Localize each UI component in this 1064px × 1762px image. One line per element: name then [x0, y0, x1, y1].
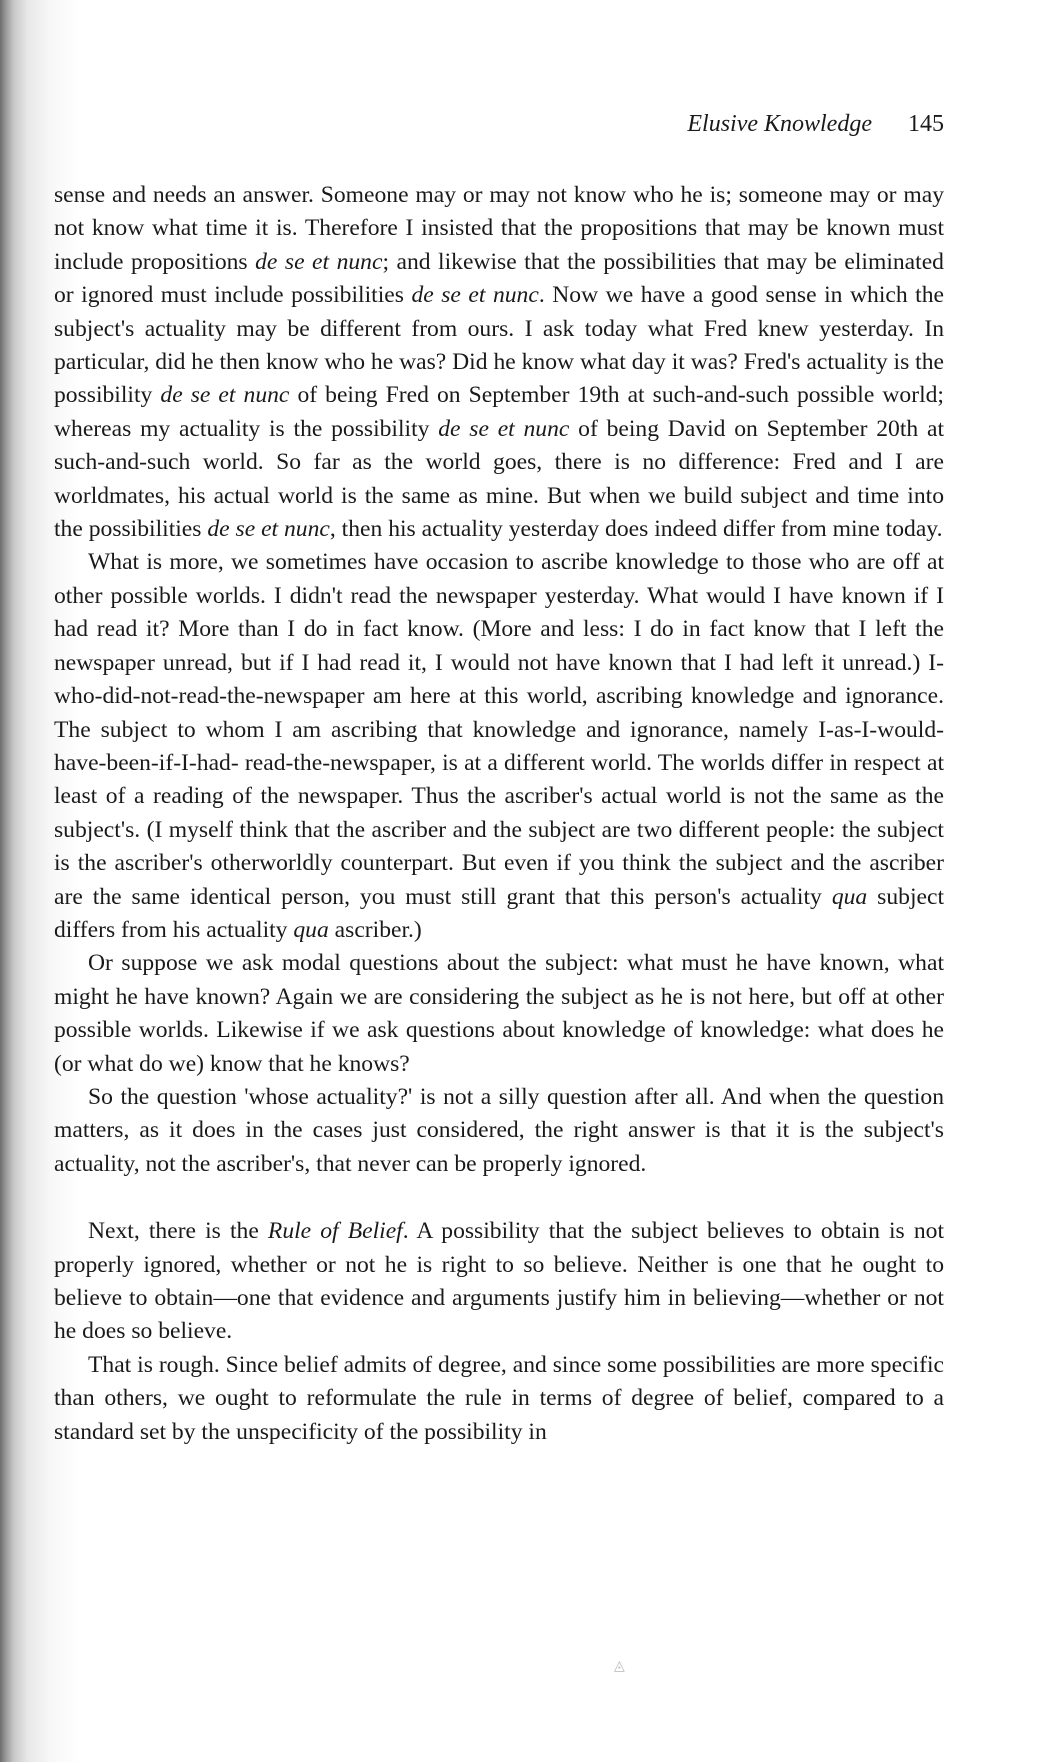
paragraph — [54, 1081, 944, 1181]
text-run: So the question 'whose actuality?' is not a silly question after all. And when the question matters, as it does in the cases just considered, the right answer is that it is the subject's actuality, not the ascriber's, that never can be properly ignored. — [54, 1083, 944, 1177]
page-blemish-mark: ◬ — [614, 1659, 625, 1674]
text-run: ascriber.) — [328, 916, 422, 943]
page-number: 145 — [908, 111, 944, 137]
italic-text: de se et nunc — [160, 382, 290, 409]
italic-text: de se et nunc — [438, 415, 570, 442]
italic-text: qua — [831, 883, 868, 910]
text-run: of being Fred on September 19th at such-and-such possible world; whereas my actuality is the possibility — [54, 382, 944, 442]
text-run: Next, there is the — [88, 1218, 268, 1245]
running-header — [687, 108, 944, 140]
paragraph — [54, 1215, 944, 1349]
text-run: What is more, we sometimes have occasion to ascribe knowledge to those who are off at other possible worlds. I didn't read the newspaper yesterday. What would I have known if I had read it? More than I do in fact know. (More and less: I do in fact know that I left the newspaper unread, but if I had read it, I would not have known that I had left it unread.) I-who-did-not-read-the-newspaper am here at this world, ascribing knowledge and ignorance. The subject to whom I am ascribing that knowledge and ignorance, namely I-as-I-would-have-been-if-I-had- read-the-newspaper, is at a different world. The worlds differ in respect at least of a reading of the newspaper. Thus the ascriber's actual world is not the same as the subject's. (I myself think that the ascriber and the subject are two different people: the subject is the ascriber's otherworldly counterpart. But even if you think the subject and the ascriber are the same identical person, you must still grant that this person's actuality — [54, 549, 944, 910]
text-run: Or suppose we ask modal questions about the subject: what must he have known, what might he have known? Again we are considering the subject as he is not here, but off at other possible worlds. Likewise if we ask questions about knowledge of knowledge: what does he (or what do we) know that he knows? — [54, 950, 944, 1077]
text-run: , then his actuality yesterday does indeed differ from mine today. — [329, 516, 943, 543]
paragraph — [54, 947, 944, 1081]
italic-text: de se et nunc — [411, 282, 539, 309]
text-run: ; and likewise that the possibilities that may be eliminated or ignored must include possibilities — [54, 248, 944, 309]
italic-text: de se et nunc — [255, 248, 383, 275]
paragraph — [54, 1349, 944, 1449]
italic-text: de se et nunc — [207, 516, 330, 543]
text-run: . A possibility that the subject believes to obtain is not properly ignored, whether or not he is right to so believe. Neither is one that he ought to believe to obtain—one that evidence and arguments justify him in believing—whether or not he does so believe. — [54, 1218, 944, 1345]
italic-text: qua — [293, 916, 329, 943]
text-run: That is rough. Since belief admits of degree, and since some possibilities are more specific than others, we ought to reformulate the rule in terms of degree of belief, compared to a standard set by the unspecificity of the possibility in — [54, 1351, 944, 1445]
text-run: sense and needs an answer. Someone may or may not know who he is; someone may or may not know what time it is. Therefore I insisted that the propositions that may be known must include propositions — [54, 182, 944, 275]
italic-text: Rule of Belief — [267, 1218, 403, 1245]
running-title: Elusive Knowledge — [687, 111, 872, 137]
paragraph — [54, 179, 944, 546]
text-run: of being David on September 20th at such-and-such world. So far as the world goes, there is no difference: Fred and I are worldmates, his actual world is the same as mine. But when we build subject and time into the possibilities — [54, 415, 945, 543]
paragraph — [54, 546, 944, 947]
text-run: subject differs from his actuality — [54, 883, 944, 943]
body-text — [54, 179, 944, 1449]
text-run: . Now we have a good sense in which the subject's actuality may be different from ours. I ask today what Fred knew yesterday. In particular, did he then know who he was? Did he know what day it was? Fred's actuality is the possibility — [54, 282, 945, 409]
